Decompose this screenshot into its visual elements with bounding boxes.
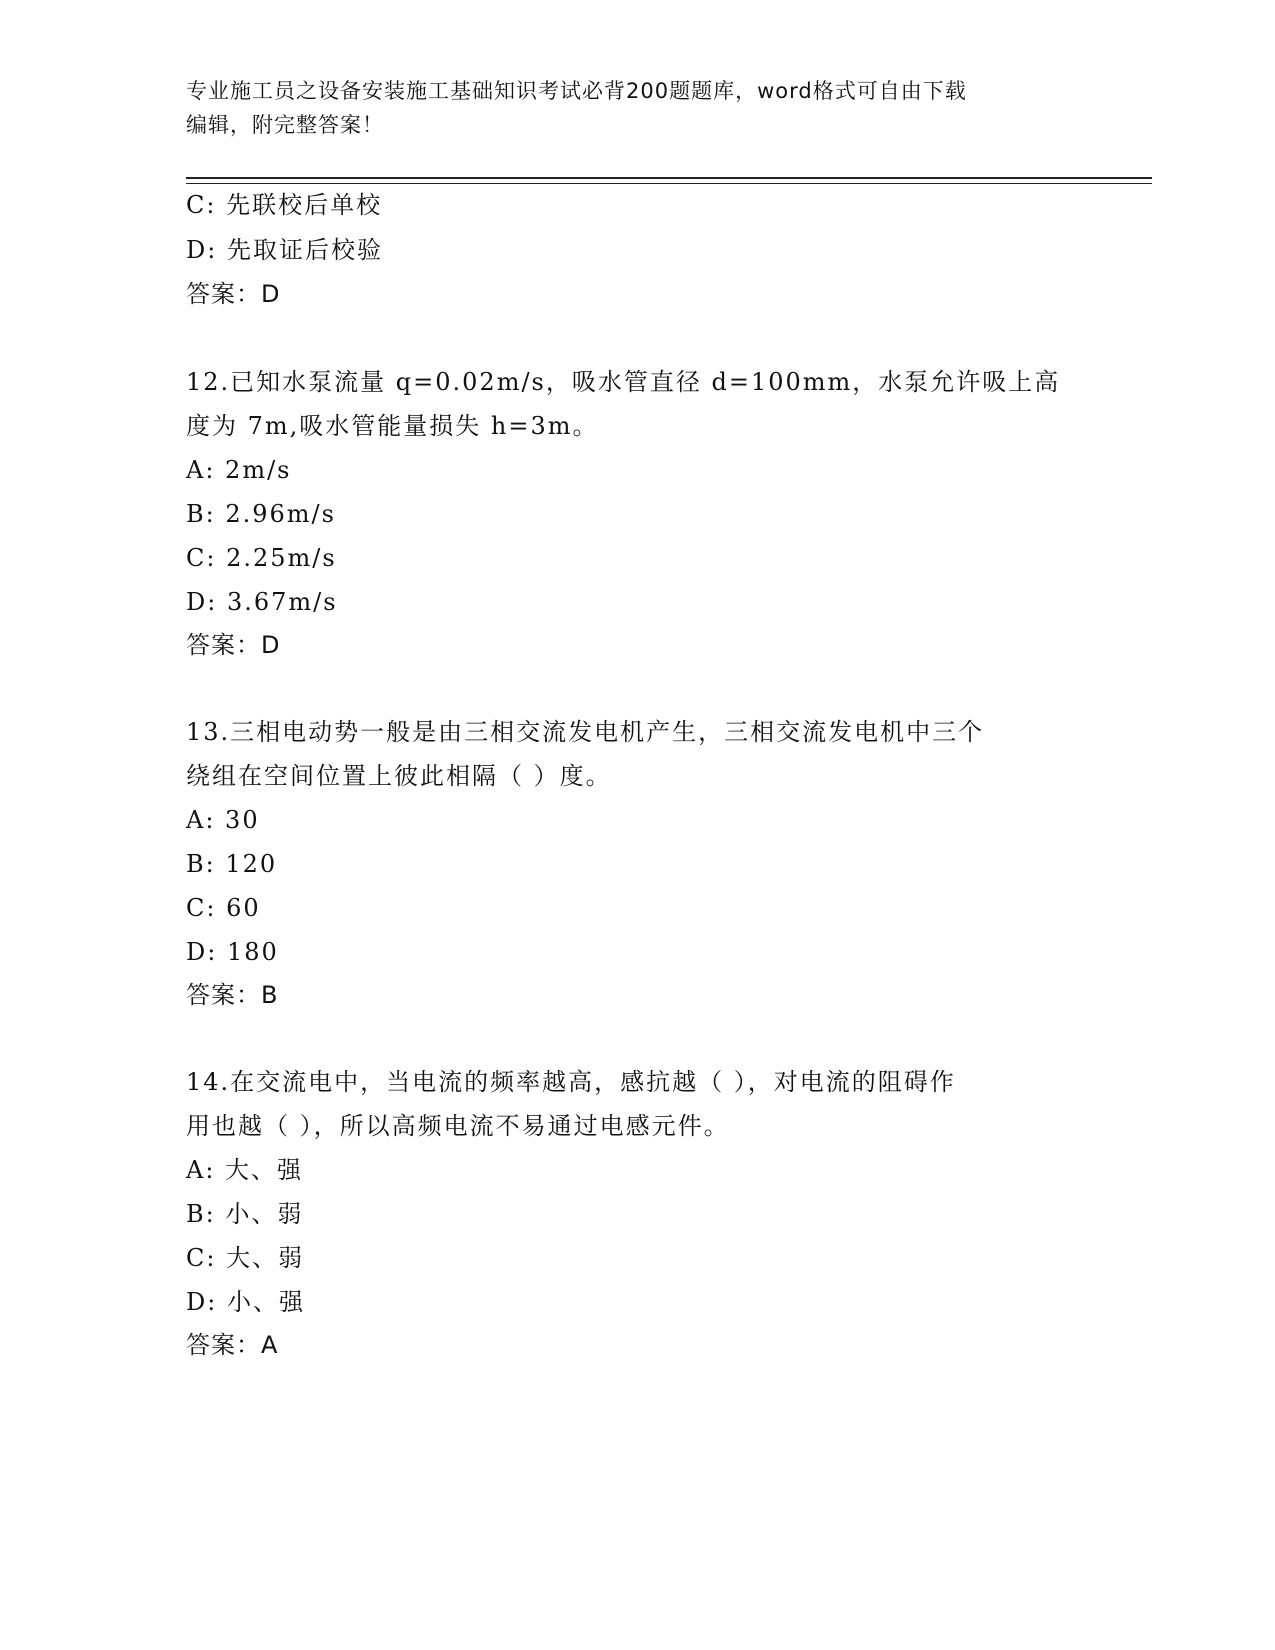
q12-option-c: C: 2.25m/s (186, 544, 337, 572)
q14-option-c: C: 大、弱 (186, 1244, 305, 1272)
q14-option-a: A: 大、强 (186, 1156, 304, 1184)
q12-stem-line-1: 12.已知水泵流量 q=0.02m/s，吸水管直径 d=100mm，水泵允许吸上高 (186, 368, 1061, 396)
q11-answer: 答案：D (186, 280, 281, 308)
document-header (186, 74, 1076, 142)
q13-answer: 答案：B (186, 981, 279, 1009)
q13-stem-line-1: 13.三相电动势一般是由三相交流发电机产生，三相交流发电机中三个 (186, 718, 985, 746)
q13-stem-line-2: 绕组在空间位置上彼此相隔（ ）度。 (186, 762, 612, 790)
q13-option-a: A: 30 (186, 806, 260, 834)
q13-option-b: B: 120 (186, 850, 278, 878)
q11-option-c: C: 先联校后单校 (186, 191, 383, 219)
q13-option-d: D: 180 (186, 938, 279, 966)
header-rule-thin (186, 183, 1152, 184)
header-rule-thick (186, 177, 1152, 179)
q12-stem-line-2: 度为 7m,吸水管能量损失 h=3m。 (186, 412, 599, 440)
q14-stem-line-2: 用也越（ ），所以高频电流不易通过电感元件。 (186, 1112, 730, 1140)
q12-option-b: B: 2.96m/s (186, 500, 336, 528)
header-line-1: 专业施工员之设备安装施工基础知识考试必背200题题库，word格式可自由下载 (186, 79, 967, 103)
q12-option-d: D: 3.67m/s (186, 588, 338, 616)
q12-answer: 答案：D (186, 631, 281, 659)
q12-option-a: A: 2m/s (186, 456, 292, 484)
q14-answer: 答案：A (186, 1331, 279, 1359)
q14-stem-line-1: 14.在交流电中，当电流的频率越高，感抗越（ ），对电流的阻碍作 (186, 1068, 956, 1096)
q11-option-d: D: 先取证后校验 (186, 236, 383, 264)
header-line-2: 编辑，附完整答案！ (186, 113, 384, 137)
q13-option-c: C: 60 (186, 894, 261, 922)
q14-option-d: D: 小、强 (186, 1288, 305, 1316)
q14-option-b: B: 小、弱 (186, 1200, 304, 1228)
